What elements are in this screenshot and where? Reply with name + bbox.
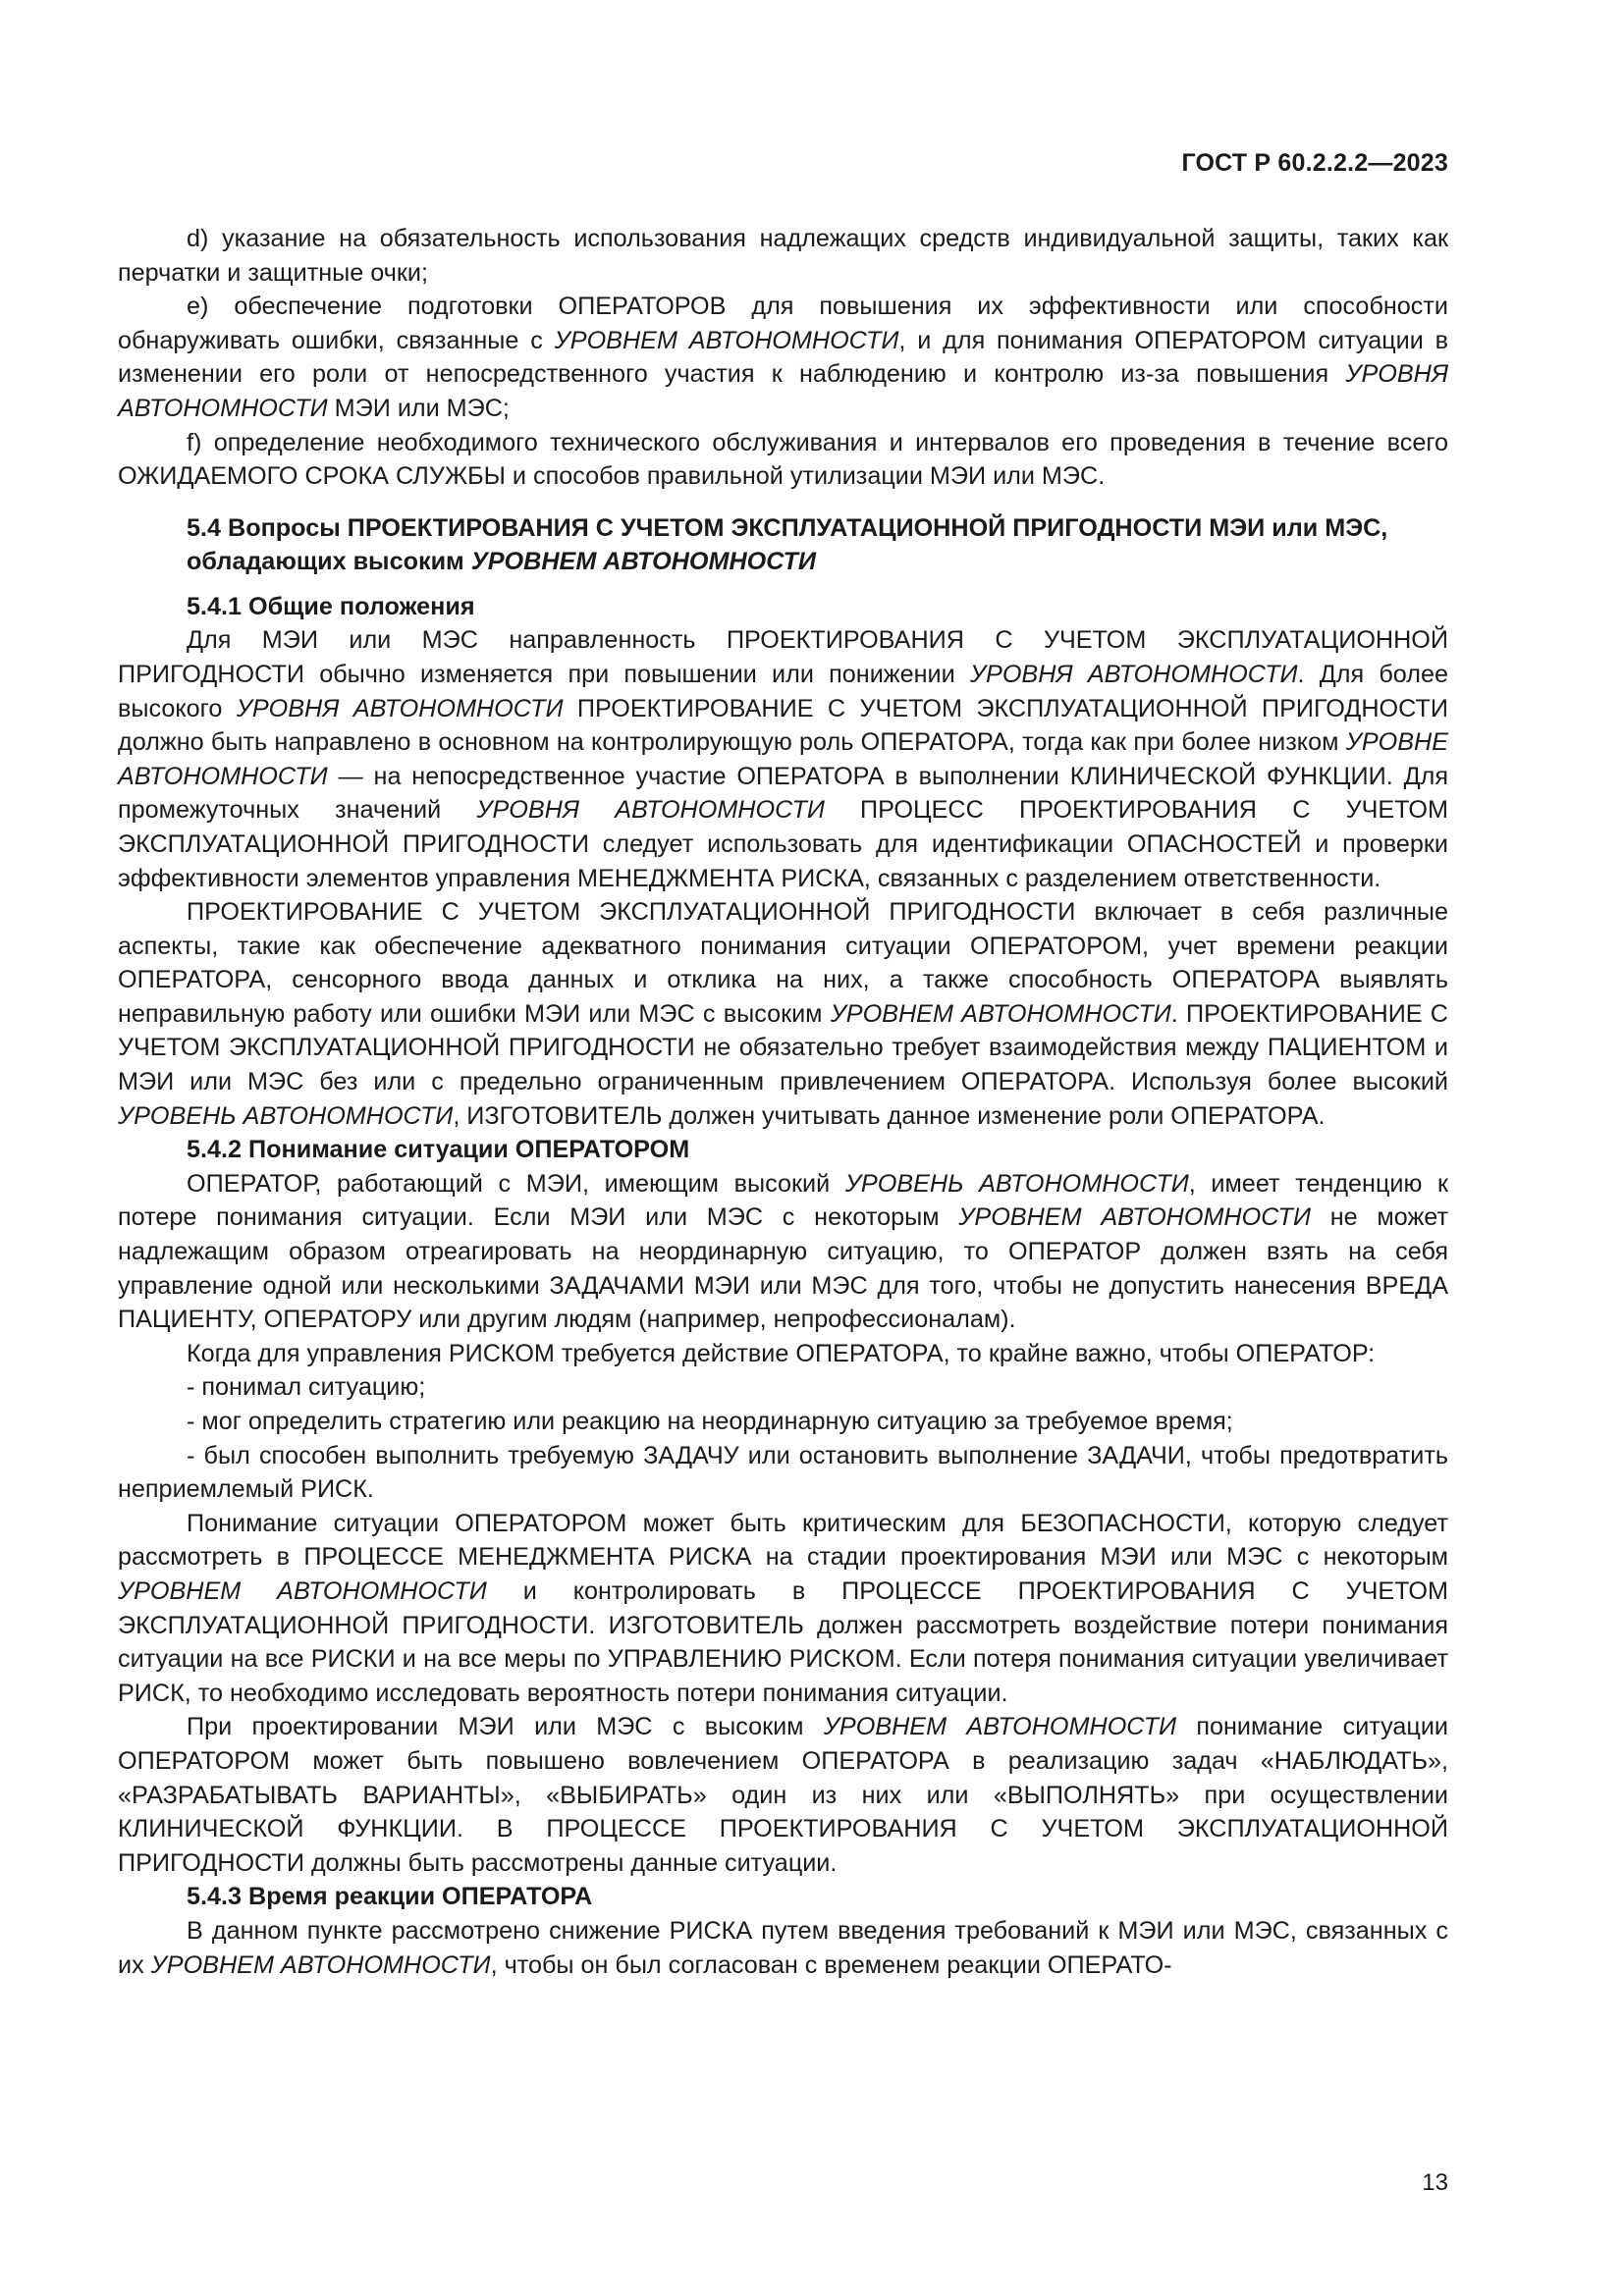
paragraph: Понимание ситуации ОПЕРАТОРОМ может быть критическим для БЕЗОПАСНОСТИ, которую следует рассмотреть в ПРОЦЕССЕ МЕНЕДЖМЕНТА РИСКА на стадии проектирования МЭИ или МЭС с некоторым УРОВНЕМ АВТОНОМНОСТИ и контролировать в ПРОЦЕССЕ ПРОЕКТИРОВАНИЯ С УЧЕТОМ ЭКСПЛУАТАЦИОННОЙ ПРИГОДНОСТИ. ИЗГОТОВИТЕЛЬ должен рассмотреть воздействие потери понимания ситуации на все РИСКИ и на все меры по УПРАВЛЕНИЮ РИСКОМ. Если потеря понимания ситуации увеличивает РИСК, то необходимо исследовать вероятность потери понимания ситуации. xyxy=(118,1509,1448,1707)
requirements-list xyxy=(118,1370,1448,1506)
section-heading-5-4-2: 5.4.2 Понимание ситуации ОПЕРАТОРОМ xyxy=(187,1136,690,1164)
page-number: 13 xyxy=(1422,2169,1448,2196)
list-item: - мог определить стратегию или реакцию на неординарную ситуацию за требуемое время; xyxy=(187,1408,1233,1435)
list-item: f) определение необходимого технического обслуживания и интервалов его проведения в течение всего ОЖИДАЕМОГО СРОКА СЛУЖБЫ и способов правильной утилизации МЭИ или МЭС. xyxy=(118,428,1448,491)
document-page xyxy=(118,0,1448,2296)
top-list xyxy=(118,222,1448,494)
paragraph: В данном пункте рассмотрено снижение РИСКА путем введения требований к МЭИ или МЭС, связанных с их УРОВНЕМ АВТОНОМНОСТИ, чтобы он был согласован с временем реакции ОПЕРАТО- xyxy=(118,1916,1448,1979)
document-body xyxy=(118,222,1448,1982)
list-item: e) обеспечение подготовки ОПЕРАТОРОВ для повышения их эффективности или способности обнаруживать ошибки, связанные с УРОВНЕМ АВТОНОМНОСТИ, и для понимания ОПЕРАТОРОМ ситуации в изменении его роли от непосредственного участия к наблюдению и контролю из-за повышения УРОВНЯ АВТОНОМНОСТИ МЭИ или МЭС; xyxy=(118,293,1448,422)
paragraph: ПРОЕКТИРОВАНИЕ С УЧЕТОМ ЭКСПЛУАТАЦИОННОЙ ПРИГОДНОСТИ включает в себя различные аспекты, такие как обеспечение адекватного понимания ситуации ОПЕРАТОРОМ, учет времени реакции ОПЕРАТОРА, сенсорного ввода данных и отклика на них, а также способность ОПЕРАТОРА выявлять неправильную работу или ошибки МЭИ или МЭС с высоким УРОВНЕМ АВТОНОМНОСТИ. ПРОЕКТИРОВАНИЕ С УЧЕТОМ ЭКСПЛУАТАЦИОННОЙ ПРИГОДНОСТИ не обязательно требует взаимодействия между ПАЦИЕНТОМ и МЭИ или МЭС без или с предельно ограниченным привлечением ОПЕРАТОРА. Используя более высокий УРОВЕНЬ АВТОНОМНОСТИ, ИЗГОТОВИТЕЛЬ должен учитывать данное изменение роли ОПЕРАТОРА. xyxy=(118,898,1448,1130)
paragraph: Когда для управления РИСКОМ требуется действие ОПЕРАТОРА, то крайне важно, чтобы ОПЕРАТОР: xyxy=(187,1339,1376,1367)
document-code: ГОСТ Р 60.2.2.2—2023 xyxy=(1181,149,1448,177)
list-item: - был способен выполнить требуемую ЗАДАЧУ или остановить выполнение ЗАДАЧИ, чтобы предотвратить неприемлемый РИСК. xyxy=(118,1441,1448,1504)
list-item: d) указание на обязательность использования надлежащих средств индивидуальной защиты, таких как перчатки и защитные очки; xyxy=(118,225,1448,287)
section-heading-5-4-3: 5.4.3 Время реакции ОПЕРАТОРА xyxy=(187,1883,593,1911)
list-item: - понимал ситуацию; xyxy=(187,1373,426,1402)
paragraph: ОПЕРАТОР, работающий с МЭИ, имеющим высокий УРОВЕНЬ АВТОНОМНОСТИ, имеет тенденцию к потере понимания ситуации. Если МЭИ или МЭС с некоторым УРОВНЕМ АВТОНОМНОСТИ не может надлежащим образом отреагировать на неординарную ситуацию, то ОПЕРАТОР должен взять на себя управление одной или несколькими ЗАДАЧАМИ МЭИ или МЭС для того, чтобы не допустить нанесения ВРЕДА ПАЦИЕНТУ, ОПЕРАТОРУ или другим людям (например, непрофессионалам). xyxy=(118,1169,1449,1334)
paragraph: При проектировании МЭИ или МЭС с высоким УРОВНЕМ АВТОНОМНОСТИ понимание ситуации ОПЕРАТОРОМ может быть повышено вовлечением ОПЕРАТОРА в реализацию задач «НАБЛЮДАТЬ», «РАЗРАБАТЫВАТЬ ВАРИАНТЫ», «ВЫБИРАТЬ» один из них или «ВЫПОЛНЯТЬ» при осуществлении КЛИНИЧЕСКОЙ ФУНКЦИИ. В ПРОЦЕССЕ ПРОЕКТИРОВАНИЯ С УЧЕТОМ ЭКСПЛУАТАЦИОННОЙ ПРИГОДНОСТИ должны быть рассмотрены данные ситуации. xyxy=(118,1713,1448,1877)
section-heading-5-4-1: 5.4.1 Общие положения xyxy=(187,592,475,620)
paragraph: Для МЭИ или МЭС направленность ПРОЕКТИРОВАНИЯ С УЧЕТОМ ЭКСПЛУАТАЦИОННОЙ ПРИГОДНОСТИ обычно изменяется при повышении или понижении УРОВНЯ АВТОНОМНОСТИ. Для более высокого УРОВНЯ АВТОНОМНОСТИ ПРОЕКТИРОВАНИЕ С УЧЕТОМ ЭКСПЛУАТАЦИОННОЙ ПРИГОДНОСТИ должно быть направлено в основном на контролирующую роль ОПЕРАТОРА, тогда как при более низком УРОВНЕ АВТОНОМНОСТИ — на непосредственное участие ОПЕРАТОРА в выполнении КЛИНИЧЕСКОЙ ФУНКЦИИ. Для промежуточных значений УРОВНЯ АВТОНОМНОСТИ ПРОЦЕСС ПРОЕКТИРОВАНИЯ С УЧЕТОМ ЭКСПЛУАТАЦИОННОЙ ПРИГОДНОСТИ следует использовать для идентификации ОПАСНОСТЕЙ и проверки эффективности элементов управления МЕНЕДЖМЕНТА РИСКА, связанных с разделением ответственности. xyxy=(118,626,1448,892)
section-heading-5-4: 5.4 Вопросы ПРОЕКТИРОВАНИЯ С УЧЕТОМ ЭКСПЛУАТАЦИОННОЙ ПРИГОДНОСТИ МЭИ или МЭС, обладающих высоким УРОВНЕМ АВТОНОМНОСТИ xyxy=(187,513,1388,575)
